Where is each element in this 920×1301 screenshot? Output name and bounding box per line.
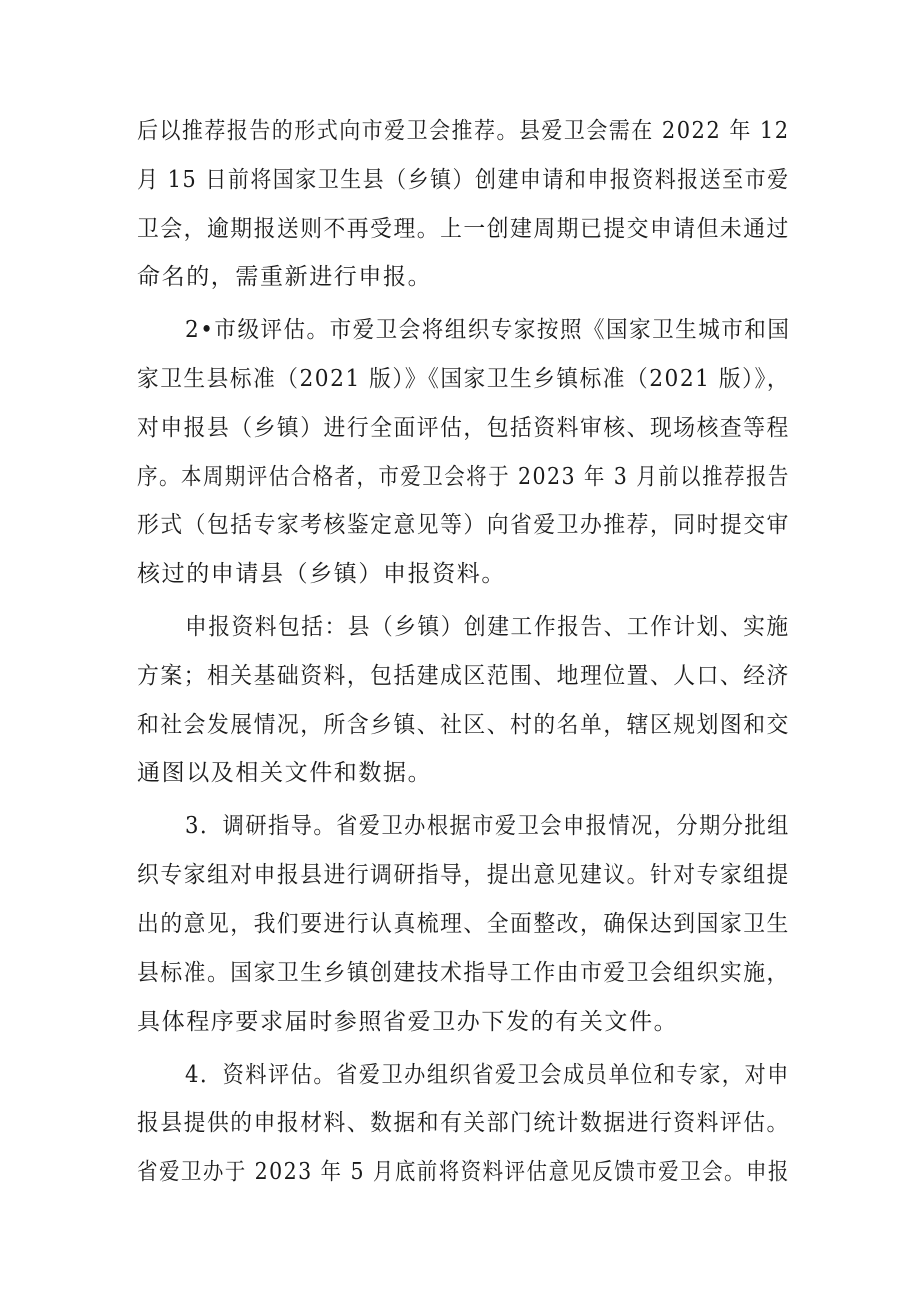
text-line: 对申报县（乡镇）进行全面评估，包括资料审核、现场核查等程 [137,415,790,441]
text-line: 卫会，逾期报送则不再受理。上一创建周期已提交申请但未通过 [137,216,790,242]
text-line: 形式（包括专家考核鉴定意见等）向省爱卫办推荐，同时提交审 [137,512,790,538]
text-line: 具体程序要求届时参照省爱卫办下发的有关文件。 [137,1009,679,1035]
text-line: 出的意见，我们要进行认真梳理、全面整改，确保达到国家卫生 [137,911,790,937]
text-line: 县标准。国家卫生乡镇创建技术指导工作由市爱卫会组织实施， [137,960,790,986]
text-line: 月 15 日前将国家卫生县（乡镇）创建申请和申报资料报送至市爱 [137,167,790,193]
text-line: 方案；相关基础资料，包括建成区范围、地理位置、人口、经济 [137,663,790,689]
text-line: 命名的，需重新进行申报。 [137,264,433,290]
text-line: 报县提供的申报材料、数据和有关部门统计数据进行资料评估。 [137,1110,790,1136]
text-line: 2•市级评估。市爱卫会将组织专家按照《国家卫生城市和国 [185,317,791,343]
text-line: 3．调研指导。省爱卫办根据市爱卫会申报情况，分期分批组 [185,813,790,839]
text-line: 申报资料包括：县（乡镇）创建工作报告、工作计划、实施 [185,614,790,640]
text-line: 家卫生县标准（2021 版）》《国家卫生乡镇标准（2021 版）》， [137,366,791,392]
text-line: 织专家组对申报县进行调研指导，提出意见建议。针对专家组提 [137,862,790,888]
text-line: 省爱卫办于 2023 年 5 月底前将资料评估意见反馈市爱卫会。申报 [137,1159,790,1185]
text-line: 通图以及相关文件和数据。 [137,760,433,786]
text-line: 序。本周期评估合格者，市爱卫会将于 2023 年 3 月前以推荐报告 [137,464,790,490]
text-line: 4．资料评估。省爱卫办组织省爱卫会成员单位和专家，对申 [185,1062,790,1088]
text-line: 核过的申请县（乡镇）申报资料。 [137,561,506,587]
text-line: 后以推荐报告的形式向市爱卫会推荐。县爱卫会需在 2022 年 12 [137,118,790,144]
text-line: 和社会发展情况，所含乡镇、社区、村的名单，辖区规划图和交 [137,712,790,738]
